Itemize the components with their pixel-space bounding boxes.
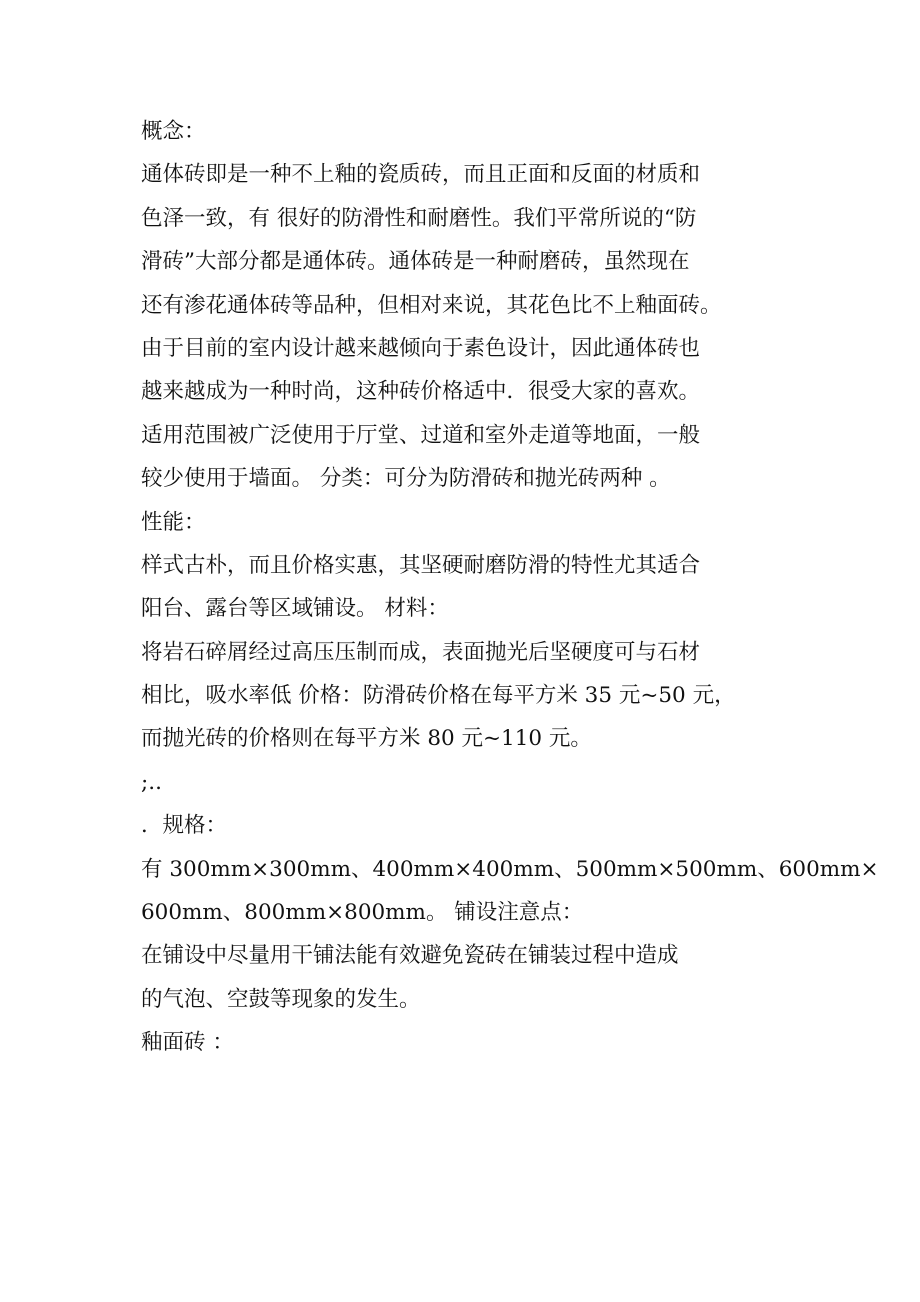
paragraph-line: 相比，吸水率低 价格：防滑砖价格在每平方米 35 元~50 元， [141,683,736,709]
heading-concept: 概念： [141,119,206,144]
paragraph-line: 600mm、800mm×800mm。 铺设注意点： [141,900,584,926]
paragraph-line: 的气泡、空鼓等现象的发生。 [141,986,421,1012]
paragraph-line: 适用范围被广泛使用于厅堂、过道和室外走道等地面，一般 [141,422,701,448]
document-body [141,110,879,1065]
paragraph-line: 较少使用于墙面。 分类：可分为防滑砖和抛光砖两种 。 [141,466,671,492]
paragraph-line: 还有渗花通体砖等品种，但相对来说，其花色比不上釉面砖。 [141,292,722,318]
heading-performance: 性能： [141,509,206,535]
paragraph-line: 滑砖”大部分都是通体砖。通体砖是一种耐磨砖，虽然现在 [141,249,690,275]
paragraph-line: 在铺设中尽量用干铺法能有效避免瓷砖在铺装过程中造成 [141,943,679,969]
paragraph-line: 有 300mm×300mm、400mm×400mm、500mm×500mm、600mm× [141,856,879,882]
heading-glazed-tile: 釉面砖 ： [141,1030,234,1056]
page-break-marker: ;.. [141,769,162,795]
paragraph-line: 越来越成为一种时尚，这种砖价格适中．很受大家的喜欢。 [141,379,701,405]
paragraph-line: 阳台、露台等区域铺设。 材料： [141,596,449,622]
paragraph-line: 色泽一致，有 很好的防滑性和耐磨性。我们平常所说的“防 [141,205,697,231]
paragraph-line: 通体砖即是一种不上釉的瓷质砖，而且正面和反面的材质和 [141,162,701,188]
heading-specification: ．规格： [141,813,228,839]
paragraph-line: 由于目前的室内设计越来越倾向于素色设计，因此通体砖也 [141,335,701,361]
paragraph-line: 样式古朴，而且价格实惠，其坚硬耐磨防滑的特性尤其适合 [141,552,701,578]
paragraph-line: 将岩石碎屑经过高压压制而成，表面抛光后坚硬度可与石材 [141,639,701,665]
paragraph-line: 而抛光砖的价格则在每平方米 80 元~110 元。 [141,726,592,752]
